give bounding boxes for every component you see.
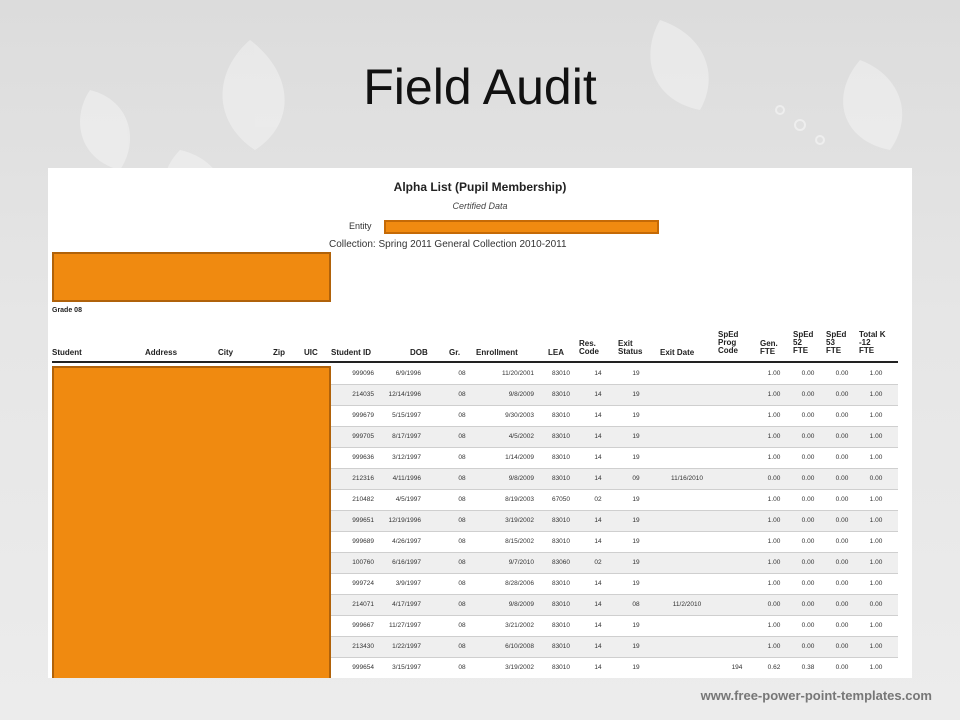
table-cell: 9/8/2009 [508, 391, 534, 398]
column-header-line: Res. [579, 339, 596, 348]
table-cell: 08 [458, 538, 466, 545]
table-cell: 14 [594, 433, 602, 440]
table-cell: 83010 [551, 475, 571, 482]
entity-label: Entity [349, 221, 372, 231]
table-cell: 3/21/2002 [505, 622, 534, 629]
table-cell: 1/14/2009 [505, 454, 534, 461]
table-cell: 11/2/2010 [672, 601, 702, 608]
table-cell: 0.00 [835, 538, 849, 545]
table-cell: 4/17/1997 [392, 601, 421, 608]
column-header-line: Status [618, 347, 643, 356]
table-cell: 14 [594, 580, 602, 587]
table-cell: 1.00 [869, 391, 883, 398]
column-header-line: Exit [618, 339, 633, 348]
column-header-line: Gr. [449, 348, 461, 357]
table-cell: 08 [458, 643, 466, 650]
table-cell: 999679 [352, 412, 374, 419]
table-cell: 1.00 [767, 517, 781, 524]
column-header [548, 349, 564, 357]
table-cell: 0.00 [801, 622, 815, 629]
column-header-line: Total K [859, 330, 886, 339]
table-cell: 999651 [352, 517, 374, 524]
table-cell: 08 [458, 412, 466, 419]
table-cell: 67050 [551, 496, 571, 503]
footer-url: www.free-power-point-templates.com [700, 688, 932, 703]
table-cell: 0.00 [801, 559, 815, 566]
table-cell: 0.00 [801, 370, 815, 377]
table-cell: 8/17/1997 [392, 433, 421, 440]
table-cell: 19 [632, 538, 640, 545]
table-cell: 08 [632, 601, 640, 608]
table-cell: 83010 [551, 643, 571, 650]
table-cell: 999654 [352, 664, 374, 671]
column-header [52, 349, 82, 357]
table-cell: 02 [594, 496, 602, 503]
table-cell: 08 [458, 664, 466, 671]
table-cell: 9/8/2009 [508, 601, 534, 608]
column-header-line: SpEd [718, 330, 739, 339]
table-cell: 83010 [551, 601, 571, 608]
table-cell: 19 [632, 370, 640, 377]
table-cell: 0.00 [835, 664, 849, 671]
column-header-line: UIC [304, 348, 318, 357]
column-header-line: FTE [793, 346, 809, 355]
column-header-line: SpEd [793, 330, 814, 339]
column-header-line: Code [579, 347, 599, 356]
table-cell: 1.00 [869, 412, 883, 419]
table-cell: 1.00 [869, 643, 883, 650]
table-cell: 08 [458, 496, 466, 503]
table-cell: 11/16/2010 [670, 475, 704, 482]
column-header [449, 349, 460, 357]
table-cell: 194 [731, 664, 743, 671]
table-cell: 0.00 [801, 433, 815, 440]
table-cell: 1.00 [869, 370, 883, 377]
table-cell: 1.00 [767, 412, 781, 419]
table-cell: 08 [458, 454, 466, 461]
table-cell: 999689 [352, 538, 374, 545]
table-cell: 83010 [551, 433, 571, 440]
table-cell: 8/19/2003 [505, 496, 534, 503]
column-header [760, 340, 778, 356]
table-cell: 999705 [352, 433, 374, 440]
column-header [859, 331, 886, 355]
table-cell: 999096 [352, 370, 374, 377]
column-header-line: Exit Date [660, 348, 695, 357]
column-header-line: 53 [826, 338, 835, 347]
table-cell: 4/5/1997 [395, 496, 421, 503]
column-header-line: DOB [410, 348, 428, 357]
column-header [145, 349, 177, 357]
table-cell: 0.00 [835, 454, 849, 461]
column-header [218, 349, 233, 357]
table-cell: 83010 [551, 412, 571, 419]
column-header-line: SpEd [826, 330, 847, 339]
table-cell: 1/22/1997 [392, 643, 421, 650]
column-header-line: -12 [859, 338, 871, 347]
table-cell: 1.00 [767, 454, 781, 461]
table-cell: 0.00 [835, 559, 849, 566]
table-cell: 0.00 [767, 601, 781, 608]
table-cell: 3/19/2002 [505, 664, 534, 671]
column-header [273, 349, 285, 357]
table-cell: 19 [632, 391, 640, 398]
table-cell: 83010 [551, 391, 571, 398]
table-cell: 0.00 [835, 391, 849, 398]
table-cell: 08 [458, 391, 466, 398]
column-header-line: Code [718, 346, 738, 355]
column-header-line: LEA [548, 348, 564, 357]
table-cell: 83060 [551, 559, 571, 566]
table-cell: 100760 [352, 559, 374, 566]
table-cell: 0.00 [801, 391, 815, 398]
table-cell: 4/5/2002 [508, 433, 534, 440]
table-cell: 14 [594, 622, 602, 629]
table-cell: 08 [458, 580, 466, 587]
column-header-line: 52 [793, 338, 802, 347]
column-header [410, 349, 428, 357]
table-cell: 08 [458, 601, 466, 608]
grade-label: Grade 08 [52, 307, 82, 314]
table-cell: 1.00 [869, 538, 883, 545]
table-cell: 999636 [352, 454, 374, 461]
table-cell: 1.00 [767, 391, 781, 398]
table-cell: 1.00 [767, 559, 781, 566]
table-cell: 5/15/1997 [392, 412, 421, 419]
table-cell: 1.00 [767, 370, 781, 377]
table-cell: 999724 [352, 580, 374, 587]
table-cell: 0.00 [835, 370, 849, 377]
column-header [793, 331, 813, 355]
table-cell: 09 [632, 475, 640, 482]
table-cell: 19 [632, 643, 640, 650]
table-cell: 1.00 [869, 580, 883, 587]
table-cell: 14 [594, 601, 602, 608]
table-cell: 83010 [551, 517, 571, 524]
table-cell: 0.00 [801, 538, 815, 545]
slide-title: Field Audit [363, 59, 597, 115]
table-cell: 1.00 [767, 538, 781, 545]
table-cell: 0.00 [869, 601, 883, 608]
table-cell: 19 [632, 433, 640, 440]
table-cell: 9/8/2009 [508, 475, 534, 482]
column-header-line: Address [145, 348, 178, 357]
column-header [304, 349, 318, 357]
table-cell: 4/11/1996 [392, 475, 421, 482]
table-cell: 19 [632, 517, 640, 524]
column-header [476, 349, 518, 357]
table-cell: 1.00 [869, 559, 883, 566]
column-header [826, 331, 846, 355]
column-header [331, 349, 371, 357]
table-cell: 0.00 [835, 622, 849, 629]
table-cell: 3/19/2002 [505, 517, 534, 524]
table-cell: 4/26/1997 [392, 538, 421, 545]
column-header-line: FTE [760, 347, 776, 356]
table-cell: 0.00 [801, 580, 815, 587]
table-cell: 1.00 [767, 433, 781, 440]
table-cell: 0.00 [835, 475, 849, 482]
table-cell: 14 [594, 664, 602, 671]
table-cell: 8/28/2006 [505, 580, 534, 587]
table-cell: 1.00 [869, 454, 883, 461]
table-cell: 19 [632, 454, 640, 461]
table-cell: 1.00 [767, 580, 781, 587]
column-header-line: Gen. [760, 339, 778, 348]
table-cell: 0.00 [835, 412, 849, 419]
table-cell: 214035 [352, 391, 374, 398]
table-cell: 1.00 [869, 433, 883, 440]
table-cell: 19 [632, 412, 640, 419]
table-cell: 19 [632, 559, 640, 566]
table-cell: 0.00 [835, 433, 849, 440]
table-cell: 19 [632, 622, 640, 629]
table-cell: 08 [458, 559, 466, 566]
column-header-line: Enrollment [476, 348, 518, 357]
header-redaction [52, 252, 331, 302]
collection-line: Collection: Spring 2011 General Collection 2010-2011 [329, 239, 567, 250]
table-cell: 08 [458, 370, 466, 377]
table-cell: 0.00 [801, 643, 815, 650]
table-cell: 12/14/1996 [388, 391, 421, 398]
table-cell: 08 [458, 433, 466, 440]
table-cell: 8/15/2002 [505, 538, 534, 545]
column-header-line: Zip [273, 348, 285, 357]
table-cell: 1.00 [767, 496, 781, 503]
student-names-redaction [52, 366, 331, 678]
table-cell: 0.00 [835, 496, 849, 503]
table-cell: 0.00 [801, 412, 815, 419]
table-cell: 6/9/1996 [395, 370, 421, 377]
table-cell: 0.00 [869, 475, 883, 482]
table-cell: 1.00 [869, 664, 883, 671]
table-cell: 19 [632, 664, 640, 671]
table-cell: 0.00 [801, 601, 815, 608]
table-cell: 0.00 [801, 454, 815, 461]
column-header [579, 340, 599, 356]
table-cell: 3/9/1997 [395, 580, 421, 587]
table-cell: 14 [594, 370, 602, 377]
table-cell: 1.00 [767, 643, 781, 650]
table-cell: 14 [594, 412, 602, 419]
table-cell: 02 [594, 559, 602, 566]
table-cell: 83010 [551, 538, 571, 545]
table-cell: 83010 [551, 454, 571, 461]
report-title: Alpha List (Pupil Membership) [393, 180, 567, 194]
table-cell: 08 [458, 475, 466, 482]
table-cell: 19 [632, 580, 640, 587]
report-subtitle: Certified Data [452, 201, 508, 211]
table-cell: 08 [458, 622, 466, 629]
table-cell: 11/20/2001 [501, 370, 534, 377]
table-cell: 0.00 [835, 643, 849, 650]
column-header-line: Prog [718, 338, 737, 347]
column-header-line: Student ID [331, 348, 371, 357]
table-cell: 0.00 [801, 496, 815, 503]
table-cell: 83010 [551, 370, 571, 377]
table-cell: 14 [594, 538, 602, 545]
table-cell: 83010 [551, 622, 571, 629]
table-cell: 1.00 [767, 622, 781, 629]
table-cell: 08 [458, 517, 466, 524]
table-cell: 3/12/1997 [392, 454, 421, 461]
column-header-line: FTE [859, 346, 875, 355]
report-document [48, 168, 912, 678]
table-cell: 999667 [352, 622, 374, 629]
table-cell: 9/7/2010 [508, 559, 534, 566]
table-cell: 0.62 [767, 664, 781, 671]
table-cell: 0.00 [801, 475, 815, 482]
table-cell: 11/27/1997 [388, 622, 421, 629]
table-cell: 14 [594, 391, 602, 398]
table-cell: 0.00 [767, 475, 781, 482]
table-cell: 9/30/2003 [505, 412, 534, 419]
table-cell: 3/15/1997 [392, 664, 421, 671]
table-cell: 1.00 [869, 496, 883, 503]
table-cell: 0.00 [835, 517, 849, 524]
table-cell: 6/10/2008 [505, 643, 534, 650]
table-cell: 12/19/1996 [388, 517, 421, 524]
table-cell: 0.00 [835, 601, 849, 608]
entity-redaction [384, 220, 659, 234]
table-cell: 210482 [352, 496, 374, 503]
table-cell: 19 [632, 496, 640, 503]
table-cell: 14 [594, 475, 602, 482]
table-cell: 0.00 [801, 517, 815, 524]
table-cell: 0.00 [835, 580, 849, 587]
table-cell: 14 [594, 517, 602, 524]
column-header-line: City [218, 348, 234, 357]
table-cell: 0.38 [801, 664, 815, 671]
table-cell: 212316 [352, 475, 374, 482]
header-rule [52, 361, 898, 363]
table-cell: 214071 [352, 601, 374, 608]
table-cell: 14 [594, 643, 602, 650]
table-cell: 83010 [551, 664, 571, 671]
column-header [660, 349, 694, 357]
table-cell: 83010 [551, 580, 571, 587]
table-cell: 213430 [352, 643, 374, 650]
column-header [718, 331, 738, 355]
table-cell: 14 [594, 454, 602, 461]
column-header-line: Student [52, 348, 82, 357]
column-header-line: FTE [826, 346, 842, 355]
table-cell: 6/16/1997 [392, 559, 421, 566]
table-cell: 1.00 [869, 622, 883, 629]
column-header [618, 340, 642, 356]
table-cell: 1.00 [869, 517, 883, 524]
